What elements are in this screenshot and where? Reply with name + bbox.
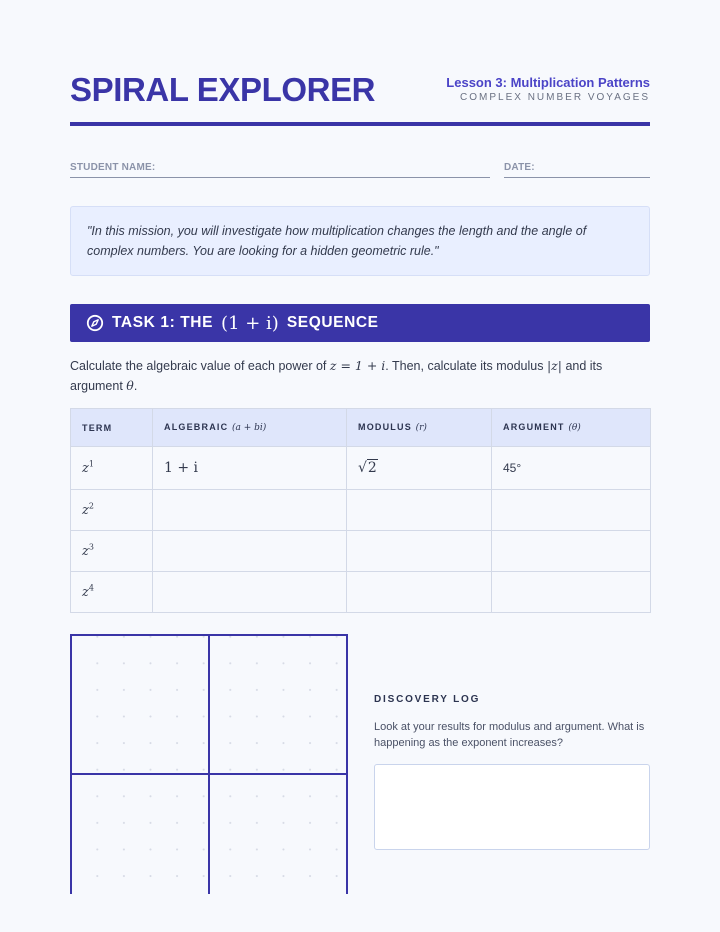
instr-theta: θ (126, 378, 134, 393)
argument-cell[interactable] (492, 490, 651, 531)
date-field[interactable] (504, 157, 650, 178)
date-label: DATE: (504, 162, 535, 173)
algebraic-cell[interactable] (153, 531, 347, 572)
table-row (71, 531, 651, 572)
table-header-row (71, 409, 651, 447)
algebraic-header: ALGEBRAIC (a + bi) (153, 409, 347, 447)
instr-z-expr: z = 1 + i (329, 358, 386, 373)
instr-part: . Then, calculate its modulus (385, 359, 547, 373)
sequence-table (70, 408, 651, 613)
student-name-field[interactable] (70, 157, 490, 178)
algebraic-cell[interactable] (153, 572, 347, 613)
modulus-cell[interactable] (347, 490, 492, 531)
modulus-cell[interactable]: √2 (347, 447, 492, 490)
table-row (71, 490, 651, 531)
discovery-log-title: DISCOVERY LOG (374, 694, 481, 705)
modulus-cell[interactable] (347, 531, 492, 572)
mission-intro (70, 206, 650, 276)
lesson-title: Lesson 3: Multiplication Patterns (446, 75, 650, 90)
modulus-header: MODULUS (r) (347, 409, 492, 447)
term-header: TERM (71, 409, 153, 447)
complex-plane-grid[interactable] (70, 634, 348, 894)
instr-modulus-expr: |z| (546, 358, 562, 373)
discovery-answer-box[interactable] (374, 764, 650, 850)
argument-cell[interactable]: 45° (492, 447, 651, 490)
page-title: SPIRAL EXPLORER (70, 71, 376, 108)
term-cell: $z^3$ (71, 531, 153, 572)
page-header (70, 68, 650, 126)
task-title (112, 313, 379, 334)
algebraic-cell[interactable]: 1 + i (153, 447, 347, 490)
instr-part: Calculate the algebraic value of each power of (70, 359, 330, 373)
task-expression: (1 + i) (221, 312, 279, 334)
table-row (71, 572, 651, 613)
argument-cell[interactable] (492, 531, 651, 572)
task-banner (70, 304, 650, 342)
task-title-suffix: SEQUENCE (286, 314, 379, 331)
task-title-prefix: TASK 1: THE (112, 314, 214, 331)
compass-icon (86, 314, 104, 332)
argument-cell[interactable] (492, 572, 651, 613)
term-cell: $z^2$ (71, 490, 153, 531)
worksheet-page (70, 0, 650, 932)
instr-part: . (133, 379, 138, 393)
mission-intro-text: "In this mission, you will investigate how multiplication changes the length and the angle of complex numbers. You are looking for a hidden geometric rule." (87, 224, 587, 258)
term-cell: $z^1$ (71, 447, 153, 490)
real-axis (72, 773, 346, 775)
algebraic-cell[interactable] (153, 490, 347, 531)
imaginary-axis (208, 636, 210, 894)
task-instructions (70, 356, 650, 396)
table-row (71, 447, 651, 490)
discovery-log-prompt: Look at your results for modulus and argument. What is happening as the exponent increases? (374, 721, 645, 749)
student-name-label: STUDENT NAME: (70, 162, 156, 173)
unit-subtitle: COMPLEX NUMBER VOYAGES (460, 92, 650, 103)
argument-header: ARGUMENT (θ) (492, 409, 651, 447)
modulus-cell[interactable] (347, 572, 492, 613)
term-cell: $z^4$ (71, 572, 153, 613)
instr-part: and its argument (70, 359, 603, 393)
